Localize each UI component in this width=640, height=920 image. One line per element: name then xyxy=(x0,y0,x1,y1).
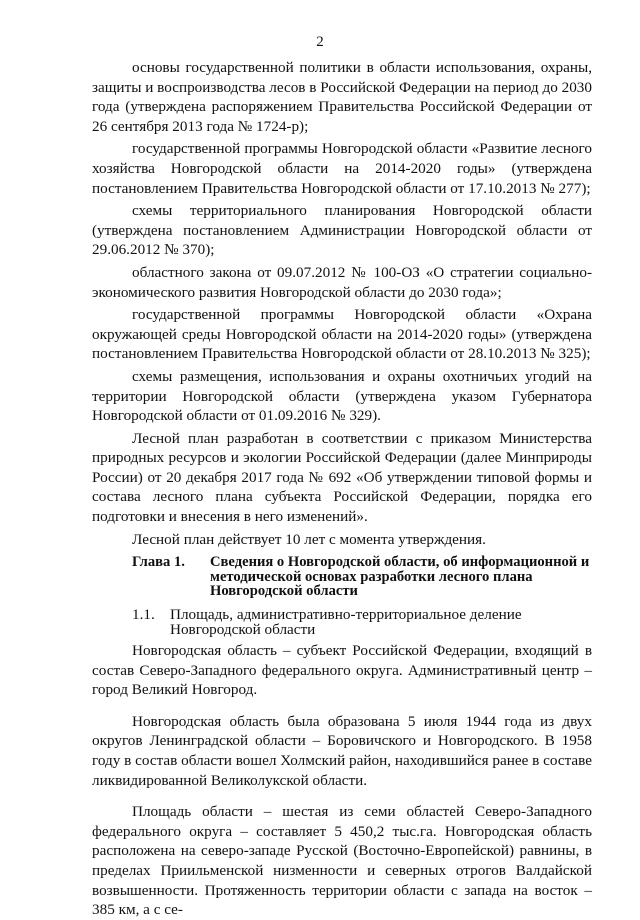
paragraph: государственной программы Новгородской области «Развитие лесного хозяйства Новгородской области на 2014-2020 годы» (утверждена постановлением Правительства Новгородской области от 17.10.2013 № 277); xyxy=(92,140,592,197)
document-body xyxy=(92,58,592,920)
chapter-number: Глава 1. xyxy=(132,554,185,571)
paragraph: основы государственной политики в области использования, охраны, защиты и воспроизводства лесов в Российской Федерации на период до 2030 года (утверждена распоряжением Правительства Российской Федерации от 26 сентября 2013 года № 1724-р); xyxy=(92,59,592,135)
page-number: 2 xyxy=(316,34,324,50)
paragraph: Лесной план разработан в соответствии с приказом Министерства природных ресурсов и экологии Российской Федерации (далее Минприроды России) от 20 декабря 2017 года № 692 «Об утверждении типовой формы и состава лесного плана субъекта Российской Федерации, порядка его подготовки и внесения в него изменений». xyxy=(92,429,592,526)
paragraph: Новгородская область была образована 5 июля 1944 года из двух округов Ленинградской области – Боровичского и Новгородского. В 1958 году в состав области вошел Холмский район, находившийся ранее в составе ликвидированной Великолукской области. xyxy=(92,712,592,789)
paragraph: областного закона от 09.07.2012 № 100-ОЗ «О стратегии социально-экономического развития Новгородской области до 2030 года»; xyxy=(92,263,592,301)
section-title: Площадь, административно-территориальное деление Новгородской области xyxy=(170,606,522,639)
paragraph: схемы размещения, использования и охраны охотничьих угодий на территории Новгородской области (утверждена указом Губернатора Новгородской области от 01.09.2016 № 329). xyxy=(92,367,592,425)
chapter-heading xyxy=(92,555,592,599)
chapter-title: Сведения о Новгородской области, об информационной и методической основах разработки лесного плана Новгородской области xyxy=(210,554,590,600)
section-heading xyxy=(92,607,592,637)
paragraph: Площадь области – шестая из семи областей Северо-Западного федерального округа – составляет 5 450,2 тыс.га. Новгородская область расположена на северо-западе Русской (Восточно-Европейской) равнины, в пределах Приильменской низменности и северных отрогов Валдайской возвышенности. Протяженность территории области с запада на восток – 385 км, а с се- xyxy=(92,803,592,919)
paragraph: государственной программы Новгородской области «Охрана окружающей среды Новгородской области на 2014-2020 годы» (утверждена постановлением Правительства Новгородской области от 28.10.2013 № 325); xyxy=(92,306,592,363)
paragraph: Новгородская область – субъект Российской Федерации, входящий в состав Северо-Западного федерального округа. Административный центр – город Великий Новгород. xyxy=(92,642,592,699)
paragraph: схемы территориального планирования Новгородской области (утверждена постановлением Администрации Новгородской области от 29.06.2012 № 370); xyxy=(92,202,592,259)
paragraph: Лесной план действует 10 лет с момента утверждения. xyxy=(132,530,486,548)
section-number: 1.1. xyxy=(132,606,155,624)
